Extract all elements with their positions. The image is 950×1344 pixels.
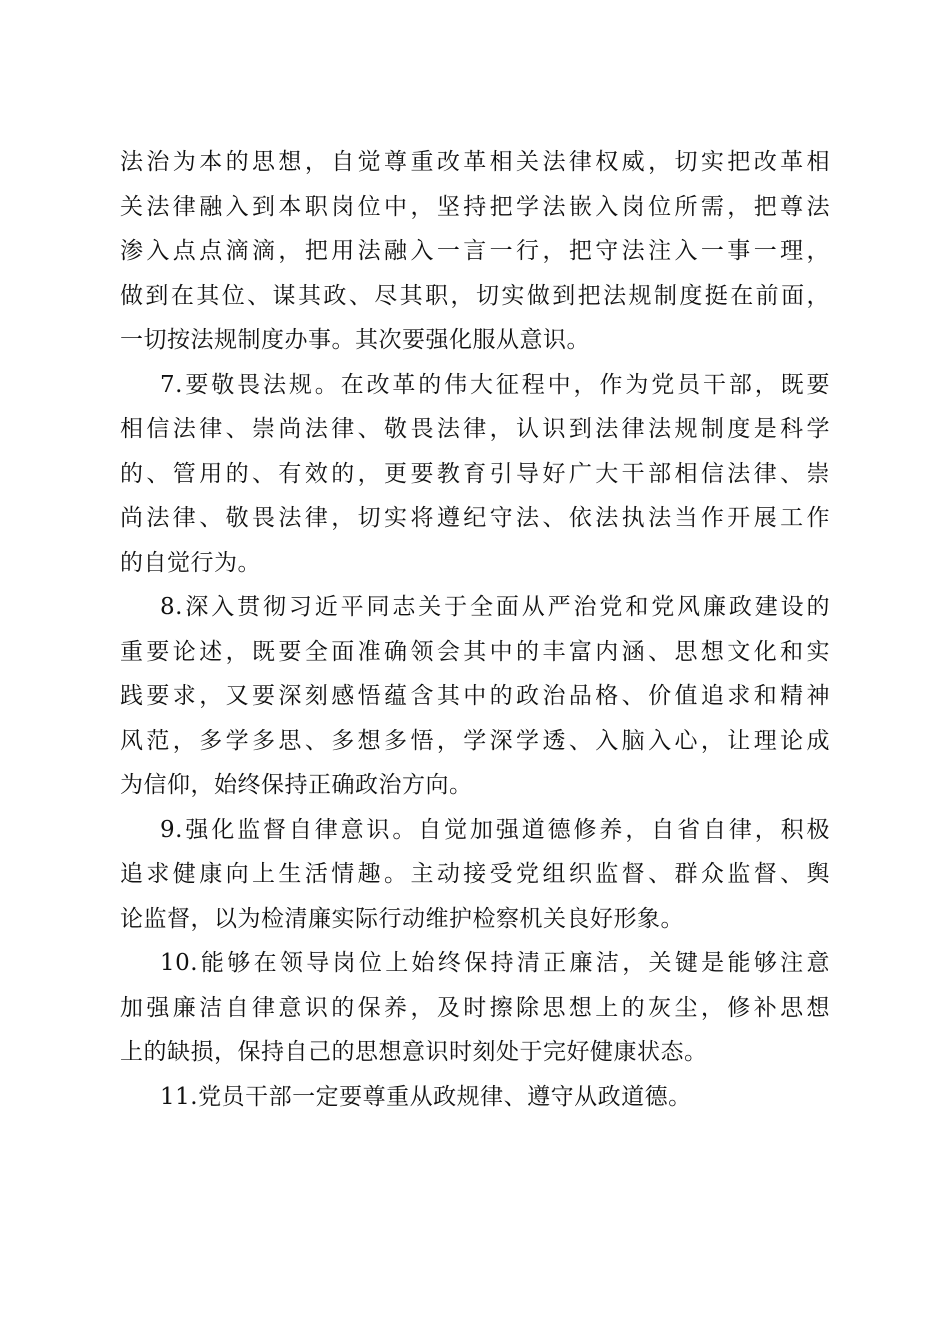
text-line: 11.党员干部一定要尊重从政规律、遵守从政道德。 bbox=[160, 1083, 692, 1110]
text-line: 重要论述，既要全面准确领会其中的丰富内涵、思想文化和实 bbox=[120, 638, 830, 665]
text-line: 的、管用的、有效的，更要教育引导好广大干部相信法律、崇 bbox=[120, 460, 830, 487]
text-line: 的自觉行为。 bbox=[120, 549, 261, 576]
text-line: 做到在其位、谋其政、尽其职，切实做到把法规制度挺在前面， bbox=[120, 282, 830, 309]
paragraph-item-7 bbox=[120, 363, 830, 586]
text-line: 风范，多学多思、多想多悟，学深学透、入脑入心，让理论成 bbox=[120, 727, 830, 754]
paragraph-item-10 bbox=[120, 941, 830, 1075]
text-line: 法治为本的思想，自觉尊重改革相关法律权威，切实把改革相 bbox=[120, 149, 830, 175]
text-line: 10.能够在领导岗位上始终保持清正廉洁，关键是能够注意 bbox=[160, 950, 830, 976]
text-line: 渗入点点滴滴，把用法融入一言一行，把守法注入一事一理， bbox=[120, 238, 830, 264]
text-line: 上的缺损，保持自己的思想意识时刻处于完好健康状态。 bbox=[120, 1039, 708, 1065]
text-line: 追求健康向上生活情趣。主动接受党组织监督、群众监督、舆 bbox=[120, 861, 830, 887]
text-line: 7.要敬畏法规。在改革的伟大征程中，作为党员干部，既要 bbox=[160, 371, 830, 398]
text-line: 为信仰，始终保持正确政治方向。 bbox=[120, 772, 473, 798]
text-line: 9.强化监督自律意识。自觉加强道德修养，自省自律，积极 bbox=[160, 816, 830, 843]
text-line: 关法律融入到本职岗位中，坚持把学法嵌入岗位所需，把尊法 bbox=[120, 193, 830, 220]
paragraph-item-9 bbox=[120, 808, 830, 942]
paragraph-item-8 bbox=[120, 585, 830, 808]
text-line: 相信法律、崇尚法律、敬畏法律，认识到法律法规制度是科学 bbox=[120, 416, 830, 442]
text-line: 8.深入贯彻习近平同志关于全面从严治党和党风廉政建设的 bbox=[160, 594, 830, 620]
text-line: 论监督，以为检清廉实际行动维护检察机关良好形象。 bbox=[120, 905, 684, 932]
text-line: 践要求，又要深刻感悟蕴含其中的政治品格、价值追求和精神 bbox=[120, 683, 830, 709]
text-line: 一切按法规制度办事。其次要强化服从意识。 bbox=[120, 327, 590, 353]
text-line: 加强廉洁自律意识的保养，及时擦除思想上的灰尘，修补思想 bbox=[120, 994, 830, 1021]
paragraph-1 bbox=[120, 140, 830, 363]
text-line: 尚法律、敬畏法律，切实将遵纪守法、依法执法当作开展工作 bbox=[120, 505, 830, 531]
paragraph-item-11 bbox=[120, 1075, 830, 1120]
document-body bbox=[120, 140, 830, 1119]
